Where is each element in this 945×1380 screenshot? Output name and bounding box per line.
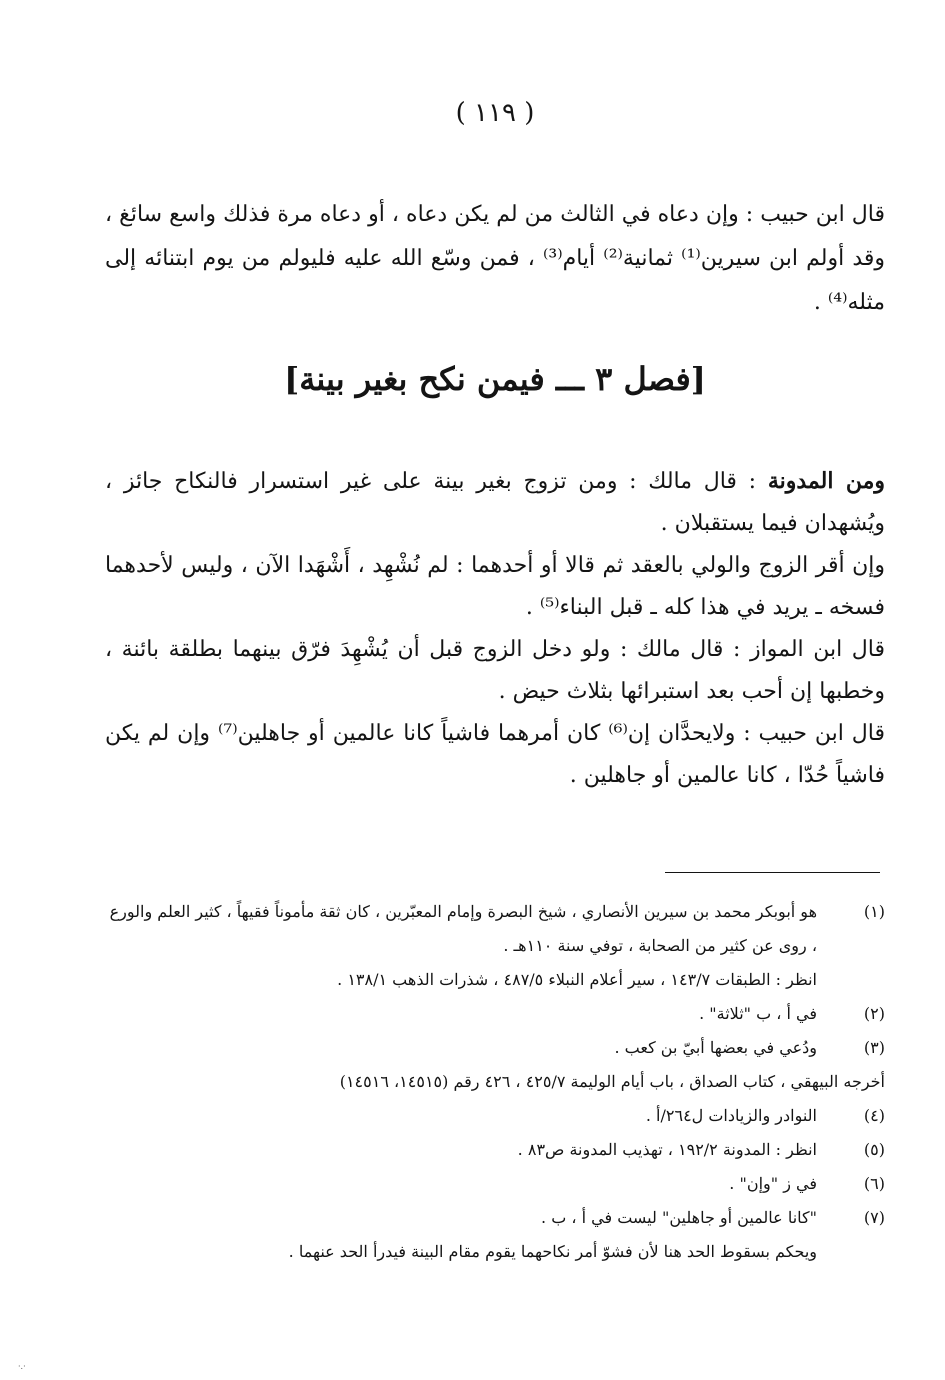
footnote-text: انظر : المدونة ١٩٢/٢ ، تهذيب المدونة ص٨٣ . — [517, 1140, 817, 1159]
section-title: [فصل ٣ ـــ فيمن نكح بغير بينة] — [284, 360, 706, 398]
footnote — [100, 1201, 885, 1269]
footnote — [100, 1031, 885, 1065]
source-lead: ومن المدونة — [767, 468, 885, 494]
footnote-reference: ويحكم بسقوط الحد هنا لأن فشوّ أمر نكاحهما يقوم مقام البينة فيدرأ الحد عنهما . — [288, 1242, 817, 1261]
paragraph-text: : قال مالك : ومن تزوج بغير بينة على غير استسرار فالنكاح جائز ، ويُشهدان فيما يستقبلان . — [105, 469, 885, 536]
footnote-number: (١) — [863, 902, 885, 921]
section-body — [105, 460, 885, 797]
footnote-number: (٦) — [863, 1174, 885, 1193]
footnote-continuation: أخرجه البيهقي ، كتاب الصداق ، باب أيام الوليمة ٤٢٥/٧ ، ٤٢٦ رقم (١٤٥١٥، ١٤٥١٦) — [339, 1072, 885, 1091]
scan-speck-mark: ·.· — [18, 1362, 26, 1371]
footnote-number: (٧) — [863, 1208, 885, 1227]
section-paragraph-3: قال ابن المواز : قال مالك : ولو دخل الزوج قبل أن يُشْهِدَ فرّق بينهما بطلقة بائنة ، وخطبها إن أحب بعد استبرائها بثلاث حيض . — [105, 637, 885, 704]
footnote-text: في أ ، ب "ثلاثة" . — [699, 1004, 817, 1023]
footnote-number: (٤) — [863, 1106, 885, 1125]
footnote — [100, 1167, 885, 1201]
footnotes — [100, 895, 885, 1269]
footnote-text: ودُعي في بعضها أبيّ بن كعب . — [614, 1038, 817, 1057]
footnote-text: "كانا عالمين أو جاهلين" ليست في أ ، ب . — [541, 1208, 817, 1227]
footnote — [100, 895, 885, 997]
footnote-body — [100, 895, 817, 997]
footnote-text: هو أبوبكر محمد بن سيرين الأنصاري ، شيخ البصرة وإمام المعبّرين ، كان ثقة مأموناً فقيهاً ، كثير العلم والورع ، روى عن كثير من الصحابة ، توفي سنة ١١٠هـ . — [109, 902, 817, 955]
section-paragraph-2: وإن أقر الزوج والولي بالعقد ثم قالا أو أحدهما : لم نُشْهِد ، أَشْهَدا الآن ، وليس لأحدهما فسخه ـ يريد في هذا كله ـ قبل البناء⁽⁵⁾ . — [105, 553, 885, 620]
footnote-body — [100, 1201, 817, 1269]
footnote-body — [100, 1031, 817, 1065]
footnote-number: (٢) — [863, 1004, 885, 1023]
page-number: ( ١١٩ ) — [455, 98, 535, 128]
opening-paragraph: قال ابن حبيب : وإن دعاه في الثالث من لم يكن دعاه ، أو دعاه مرة فذلك واسع سائغ ، وقد أولم ابن سيرين⁽¹⁾ ثمانية⁽²⁾ أيام⁽³⁾ ، فمن وسّع الله عليه فليولم من يوم ابتنائه إلى مثله⁽⁴⁾ . — [105, 202, 886, 315]
footnote — [100, 1099, 885, 1133]
section-paragraph-4: قال ابن حبيب : ولايحدَّان إن⁽⁶⁾ كان أمرهما فاشياً كانا عالمين أو جاهلين⁽⁷⁾ وإن لم يكن فاشياً حُدّا ، كانا عالمين أو جاهلين . — [105, 721, 886, 788]
footnote-text: في ز "وإن" . — [729, 1174, 817, 1193]
section-paragraph-1 — [105, 460, 885, 545]
footnote-reference: انظر : الطبقات ١٤٣/٧ ، سير أعلام النبلاء ٤٨٧/٥ ، شذرات الذهب ١٣٨/١ . — [337, 970, 817, 989]
footnote-number: (٥) — [863, 1140, 885, 1159]
footnote — [100, 997, 885, 1031]
footnote-divider — [665, 872, 880, 873]
footnote — [100, 1133, 885, 1167]
footnote-text: النوادر والزيادات ل٢٦٤/أ . — [645, 1106, 817, 1125]
footnote-number: (٣) — [863, 1038, 885, 1057]
